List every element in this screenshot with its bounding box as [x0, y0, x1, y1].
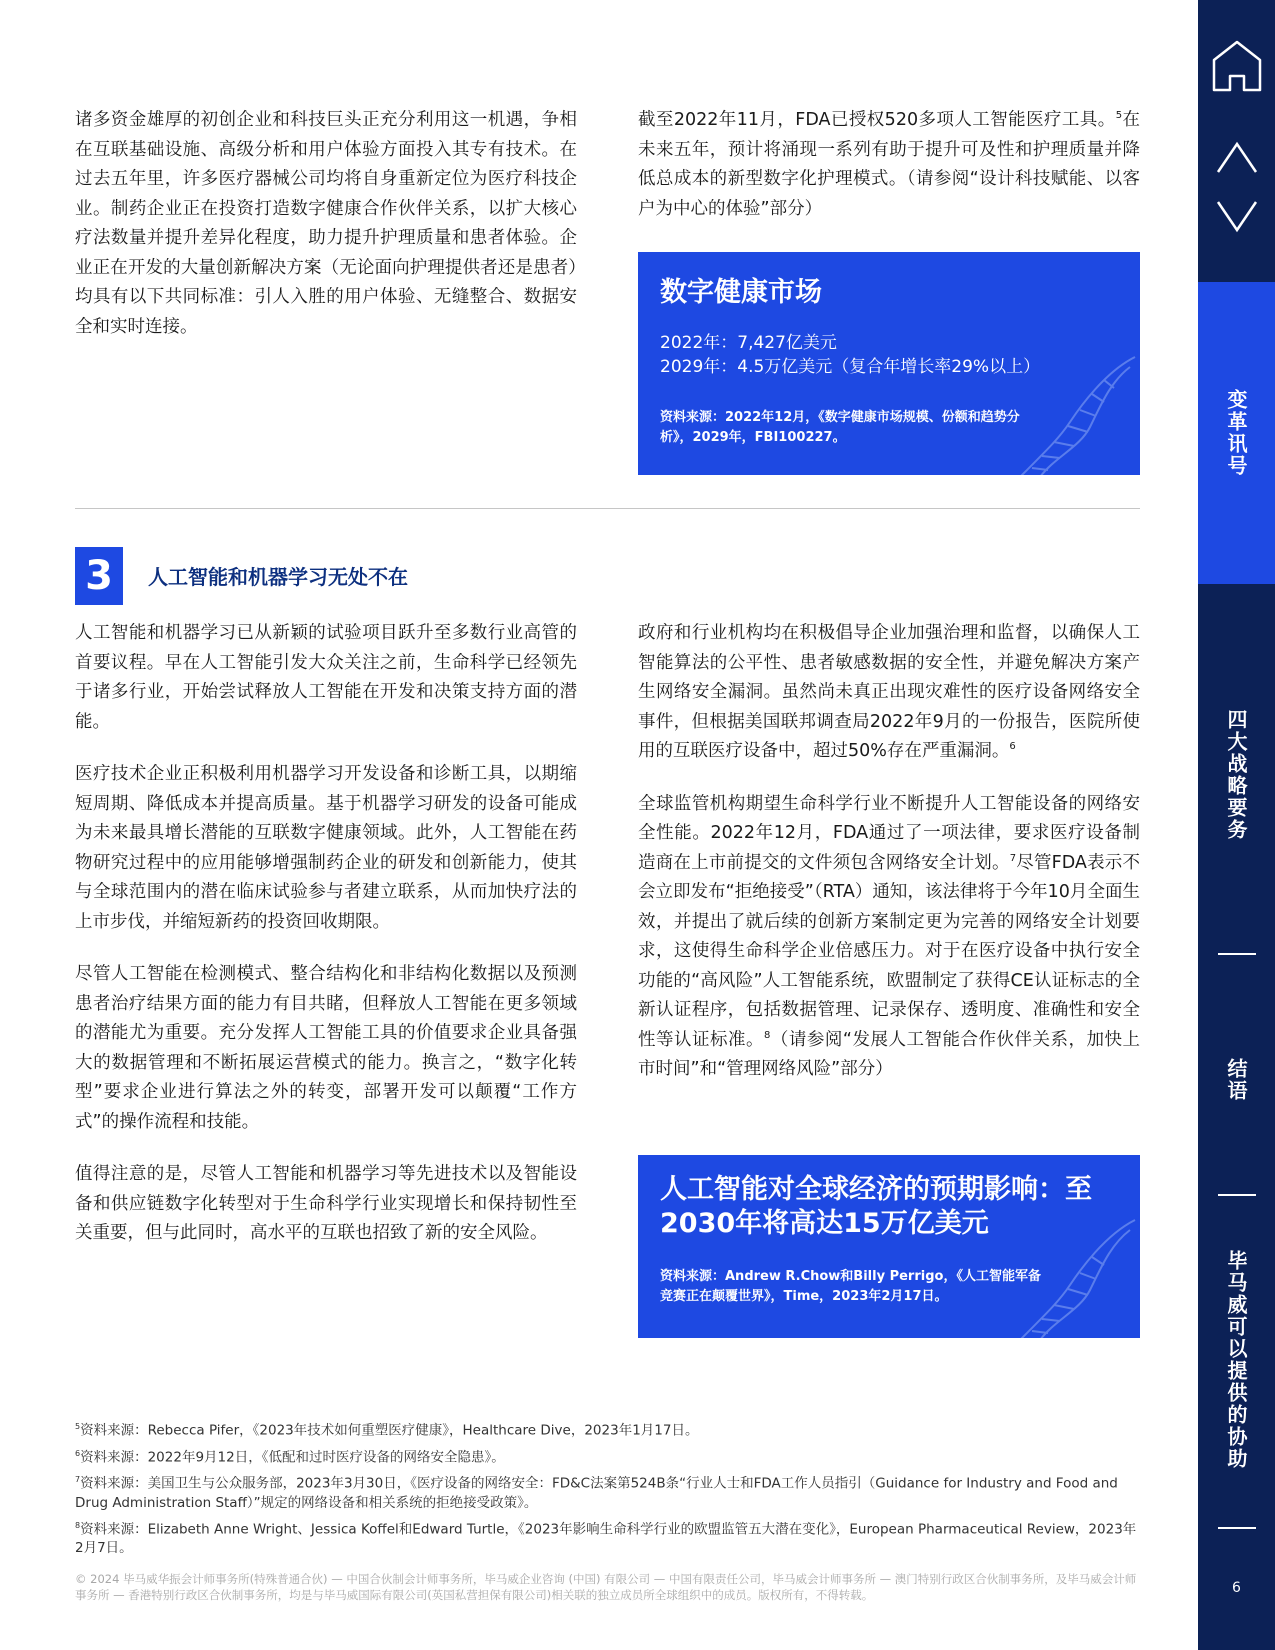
- callout-title: 数字健康市场: [660, 277, 822, 308]
- sidebar-nav: [1198, 0, 1275, 1650]
- body-paragraph: 值得注意的是，尽管人工智能和机器学习等先进技术以及智能设备和供应链数字化转型对于生命科学行业实现增长和保持韧性至关重要，但与此同时，高水平的互联也招致了新的安全风险。: [75, 1164, 577, 1243]
- section-number: 3: [75, 547, 123, 605]
- footnote-ref-8[interactable]: 8: [764, 1029, 771, 1041]
- footnote-item: $^8$资料来源：Elizabeth Anne Wright、Jessica Koffel和Edward Turtle，《2023年影响生命科学行业的欧盟监管五大潜在变化》，European Pharmaceutical Review，2023年2月7日。: [75, 1520, 1137, 1556]
- footnote-ref-5[interactable]: 5: [1115, 110, 1123, 122]
- section-divider: [75, 508, 1140, 509]
- body-paragraph: 医疗技术企业正积极利用机器学习开发设备和诊断工具，以期缩短周期、降低成本并提高质量。基于机器学习研发的设备可能成为未来最具增长潜能的互联数字健康领域。此外，人工智能在药物研究过程中的应用能够增强制药企业的研发和创新能力，使其与全球范围内的潜在临床试验参与者建立联系，从而加快疗法的上市步伐，并缩短新药的投资回收期限。: [75, 764, 577, 932]
- sidebar-divider: [1218, 1527, 1256, 1529]
- home-icon[interactable]: [1210, 38, 1264, 94]
- dna-icon: [1010, 1215, 1140, 1338]
- callout-stat-2022: 2022年：7,427亿美元: [660, 333, 837, 353]
- callout-source: 资料来源：2022年12月，《数字健康市场规模、份额和趋势分析》，2029年，FBI100227。: [660, 410, 1020, 445]
- fda-paragraph: 截至2022年11月，FDA已授权520多项人工智能医疗工具。$^5$在未来五年，预计将涌现一系列有助于提升可及性和护理质量并降低总成本的新型数字化护理模式。（请参阅“设计科技赋能、以客户为中心的体验”部分）: [638, 110, 1141, 219]
- page-number: 6: [1232, 1580, 1241, 1596]
- digital-health-market-callout: [638, 252, 1140, 475]
- ai-economic-impact-callout: [638, 1155, 1140, 1338]
- dna-icon: [1010, 352, 1140, 475]
- nav-controls: [1198, 0, 1275, 282]
- body-paragraph: 尽管人工智能在检测模式、整合结构化和非结构化数据以及预测患者治疗结果方面的能力有目共睹，但释放人工智能在更多领域的潜能尤为重要。充分发挥人工智能工具的价值要求企业具备强大的数据管理和不断拓展运营模式的能力。换言之，“数字化转型”要求企业进行算法之外的转变，部署开发可以颠覆“工作方式”的操作流程和技能。: [75, 964, 577, 1132]
- copyright-notice: © 2024 毕马威华振会计师事务所(特殊普通合伙) — 中国合伙制会计师事务所，毕马威企业咨询 (中国) 有限公司 — 中国有限责任公司，毕马威会计师事务所 — 澳门特别行政区合伙制事务所，及毕马威会计师事务所 — 香港特别行政区合伙制事务所，均是与毕马威国际有限公司(英国私营担保有限公司)相关联的独立成员所全球组织中的成员。版权所有，不得转载。: [75, 1572, 1137, 1602]
- footnotes: [75, 1417, 1140, 1561]
- sidebar-item-change-signals[interactable]: 变革讯号: [1224, 389, 1248, 477]
- regulation-paragraph: 全球监管机构期望生命科学行业不断提升人工智能设备的网络安全性能。2022年12月，FDA通过了一项法律，要求医疗设备制造商在上市前提交的文件须包含网络安全计划。$^7$尽管FDA表示不会立即发布“拒绝接受”（RTA）通知，该法律将于今年10月全面生效，并提出了就后续的创新方案制定更为完善的网络安全计划要求，这使得生命科学企业倍感压力。对于在医疗设备中执行安全功能的“高风险”人工智能系统，欧盟制定了获得CE认证标志的全新认证程序，包括数据管理、记录保存、透明度、准确性和安全性等认证标准。$^8$（请参阅“发展人工智能合作伙伴关系，加快上市时间”和“管理网络风险”部分）: [638, 793, 1140, 1079]
- body-paragraph: 人工智能和机器学习已从新颖的试验项目跃升至多数行业高管的首要议程。早在人工智能引发大众关注之前，生命科学已经领先于诸多行业，开始尝试释放人工智能在开发和决策支持方面的潜能。: [75, 623, 577, 732]
- fda-column: [638, 106, 1140, 247]
- governance-paragraph: 政府和行业机构均在积极倡导企业加强治理和监督，以确保人工智能算法的公平性、患者敏感数据的安全性，并避免解决方案产生网络安全漏洞。虽然尚未真正出现灾难性的医疗设备网络安全事件，但根据美国联邦调查局2022年9月的一份报告，医院所使用的互联医疗设备中，超过50%存在严重漏洞。$^6$: [638, 623, 1140, 761]
- intro-paragraph: 诸多资金雄厚的初创企业和科技巨头正充分利用这一机遇，争相在互联基础设施、高级分析和用户体验方面投入其专有技术。在过去五年里，许多医疗器械公司均将自身重新定位为医疗科技企业。制药企业正在投资打造数字健康合作伙伴关系，以扩大核心疗法数量并提升差异化程度，助力提升护理质量和患者体验。企业正在开发的大量创新解决方案（无论面向护理提供者还是患者）均具有以下共同标准：引人入胜的用户体验、无缝整合、数据安全和实时连接。: [75, 110, 577, 337]
- sidebar-divider: [1218, 1194, 1256, 1196]
- footnote-item: $^5$资料来源：Rebecca Pifer，《2023年技术如何重塑医疗健康》，Healthcare Dive，2023年1月17日。: [75, 1422, 699, 1439]
- sidebar-item-strategic-imperatives[interactable]: 四大战略要务: [1224, 709, 1248, 841]
- ai-right-column: [638, 619, 1140, 1108]
- callout-stat-2029: 2029年：4.5万亿美元（复合年增长率29%以上）: [660, 357, 1041, 377]
- footnote-item: $^6$资料来源：2022年9月12日，《低配和过时医疗设备的网络安全隐患》。: [75, 1448, 505, 1465]
- callout-title: 人工智能对全球经济的预期影响：至2030年将高达15万亿美元: [660, 1174, 1092, 1239]
- sidebar-item-how-kpmg-can-help[interactable]: 毕马威可以提供的协助: [1224, 1250, 1248, 1470]
- footnote-ref-6[interactable]: 6: [1009, 741, 1016, 753]
- callout-source: 资料来源：Andrew R.Chow和Billy Perrigo，《人工智能军备竞赛正在颠覆世界》，Time，2023年2月17日。: [660, 1269, 1041, 1304]
- sidebar-item-conclusion[interactable]: 结语: [1224, 1058, 1248, 1102]
- ai-left-column: [75, 619, 577, 1272]
- footnote-item: $^7$资料来源：美国卫生与公众服务部，2023年3月30日，《医疗设备的网络安全：FD&C法案第524B条“行业人士和FDA工作人员指引（Guidance for Industry and Food and Drug Administration Staff）”规定的网络设备和相关系统的拒绝接受政策》。: [75, 1475, 1118, 1511]
- chevron-up-icon[interactable]: [1214, 138, 1260, 178]
- intro-column: [75, 106, 577, 365]
- sidebar-divider: [1218, 953, 1256, 955]
- chevron-down-icon[interactable]: [1214, 196, 1260, 236]
- footnote-ref-7[interactable]: 7: [1009, 852, 1017, 864]
- section-title: 人工智能和机器学习无处不在: [148, 565, 408, 589]
